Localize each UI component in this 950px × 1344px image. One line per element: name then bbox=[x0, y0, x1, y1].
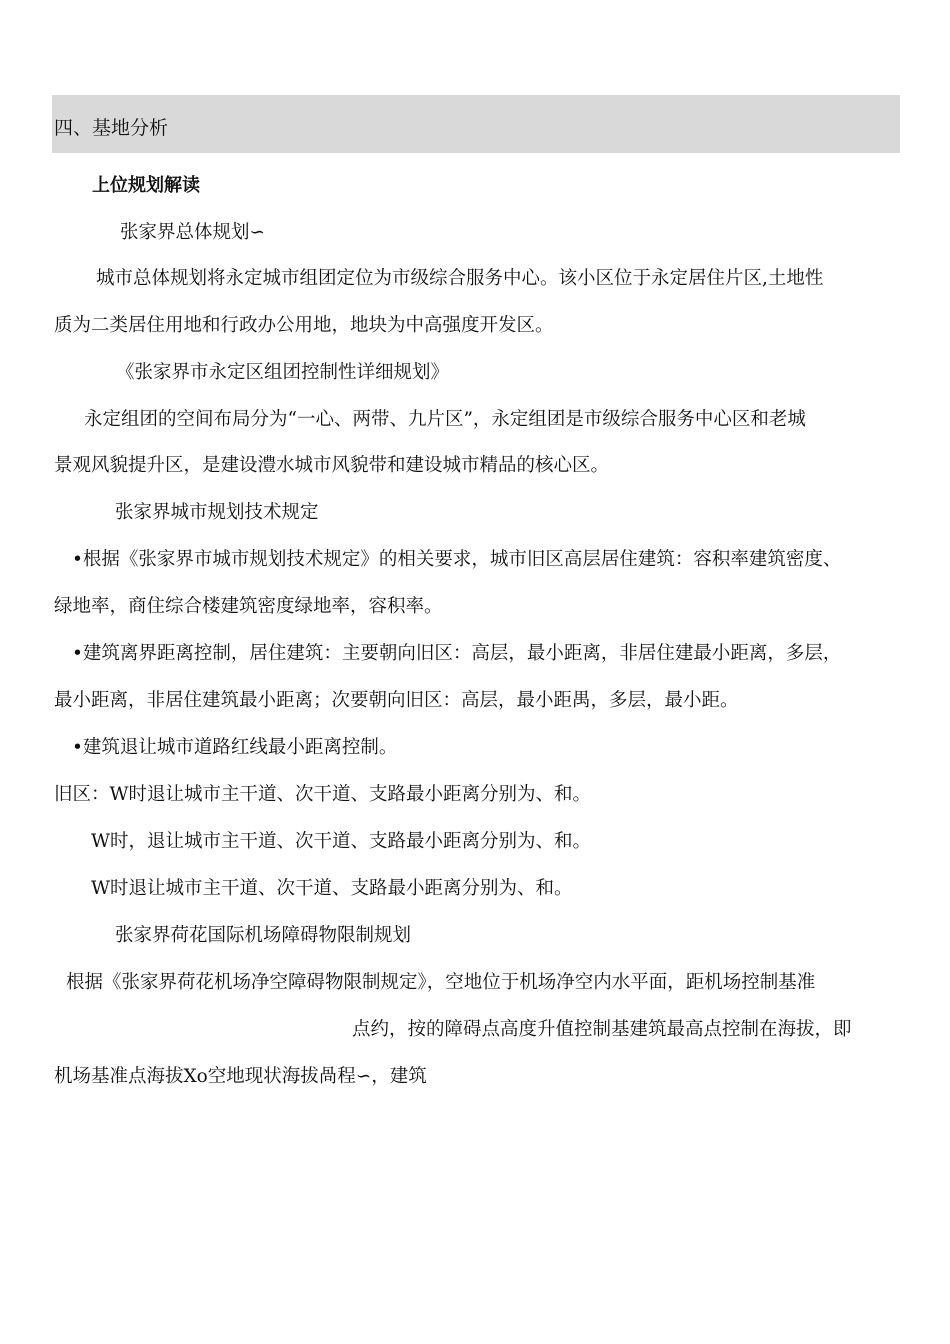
paragraph-title-technical-rules: 张家界城市规划技术规定 bbox=[115, 502, 319, 523]
paragraph-detailed-plan-line-1: 永定组团的空间布局分为“一心、两带、九片区”，永定组团是市级综合服务中心区和老城 bbox=[84, 409, 806, 430]
paragraph-title-master-plan: 张家界总体规划∽ bbox=[120, 222, 266, 243]
bullet-redline-line-4: W时退让城市主干道、次干道、支路最小距离分别为、和。 bbox=[91, 878, 573, 899]
bullet-far-line-2: 绿地率，商住综合楼建筑密度绿地率，容积率。 bbox=[54, 596, 443, 617]
paragraph-airport-line-2: 点约，按的障碍点高度升值控制基建筑最高点控制在海拔，即 bbox=[352, 1019, 852, 1040]
paragraph-airport-line-3: 机场基准点海拔Xo空地现状海拔咼程∽，建筑 bbox=[54, 1066, 427, 1087]
bullet-setback-line-1: •建筑离界距离控制，居住建筑：主要朝向旧区：高层，最小距离，非居住建最小距离，多层， bbox=[72, 643, 842, 664]
paragraph-master-plan-line-1: 城市总体规划将永定城市组团定位为市级综合服务中心。该小区位于永定居住片区,土地性 bbox=[96, 268, 824, 289]
paragraph-airport-line-1: 根据《张家界荷花机场净空障碍物限制规定》，空地位于机场净空内水平面，距机场控制基准 bbox=[66, 972, 816, 993]
subheading: 上位规划解读 bbox=[92, 175, 200, 196]
paragraph-master-plan-line-2: 质为二类居住用地和行政办公用地，地块为中高强度开发区。 bbox=[54, 315, 554, 336]
section-heading-bar bbox=[52, 95, 900, 153]
section-heading: 四、基地分析 bbox=[54, 117, 169, 139]
bullet-redline-line-1: •建筑退让城市道路红线最小距离控制。 bbox=[72, 737, 398, 758]
bullet-redline-line-3: W时，退让城市主干道、次干道、支路最小距离分别为、和。 bbox=[91, 831, 592, 852]
paragraph-title-detailed-plan: 《张家界市永定区组团控制性详细规划》 bbox=[116, 362, 450, 383]
bullet-redline-line-2: 旧区：W时退让城市主干道、次干道、支路最小距离分别为、和。 bbox=[54, 784, 592, 805]
bullet-setback-line-2: 最小距离，非居住建筑最小距离；次要朝向旧区：高层，最小距禺，多层，最小距。 bbox=[54, 690, 739, 711]
paragraph-title-airport: 张家界荷花国际机场障碍物限制规划 bbox=[115, 925, 412, 946]
bullet-far-line-1: •根据《张家界市城市规划技术规定》的相关要求，城市旧区高层居住建筑：容积率建筑密度、 bbox=[72, 549, 842, 570]
paragraph-detailed-plan-line-2: 景观风貌提升区，是建设澧水城市风貌带和建设城市精品的核心区。 bbox=[54, 455, 610, 476]
